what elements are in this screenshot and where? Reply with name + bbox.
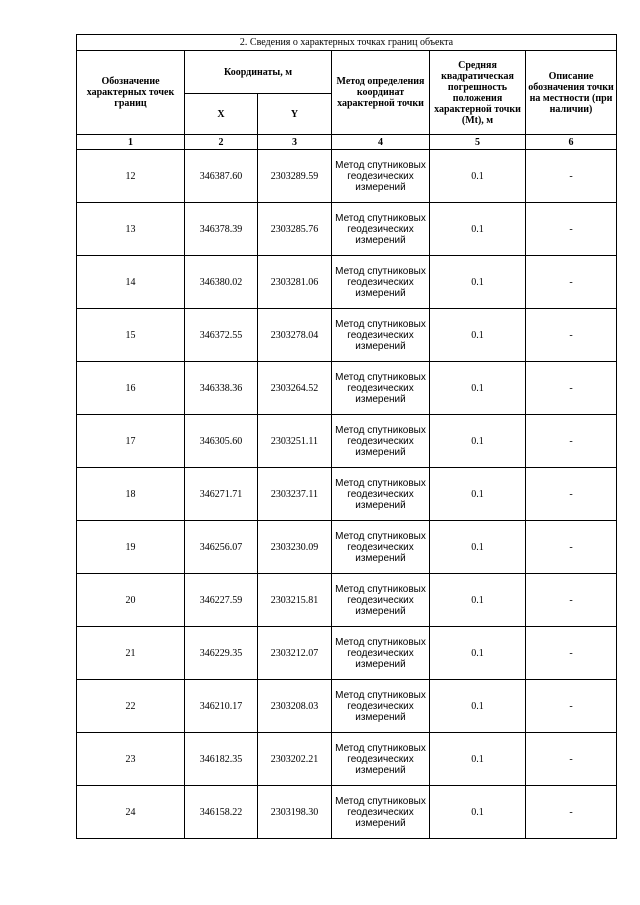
header-accuracy: Средняя квадратическая погрешность положения характерной точки (Mt), м — [430, 51, 526, 135]
y-coordinate-cell: 2303251.11 — [258, 415, 332, 468]
description-cell: - — [526, 733, 617, 786]
column-number: 4 — [332, 135, 430, 150]
point-cell: 14 — [77, 256, 185, 309]
accuracy-cell: 0.1 — [430, 309, 526, 362]
x-coordinate-cell: 346182.35 — [185, 733, 258, 786]
boundary-points-table — [76, 34, 617, 839]
table-row — [77, 203, 617, 256]
point-cell: 17 — [77, 415, 185, 468]
y-coordinate-cell: 2303215.81 — [258, 574, 332, 627]
x-coordinate-cell: 346227.59 — [185, 574, 258, 627]
table-row — [77, 150, 617, 203]
accuracy-cell: 0.1 — [430, 468, 526, 521]
method-cell: Метод спутниковых геодезических измерений — [332, 627, 430, 680]
accuracy-cell: 0.1 — [430, 574, 526, 627]
description-cell: - — [526, 256, 617, 309]
x-coordinate-cell: 346271.71 — [185, 468, 258, 521]
x-coordinate-cell: 346229.35 — [185, 627, 258, 680]
table-row — [77, 786, 617, 839]
description-cell: - — [526, 574, 617, 627]
accuracy-cell: 0.1 — [430, 362, 526, 415]
accuracy-cell: 0.1 — [430, 256, 526, 309]
table-row — [77, 733, 617, 786]
description-cell: - — [526, 415, 617, 468]
point-cell: 19 — [77, 521, 185, 574]
method-cell: Метод спутниковых геодезических измерений — [332, 150, 430, 203]
description-cell: - — [526, 309, 617, 362]
table-row — [77, 680, 617, 733]
description-cell: - — [526, 203, 617, 256]
table-row — [77, 468, 617, 521]
point-cell: 23 — [77, 733, 185, 786]
method-cell: Метод спутниковых геодезических измерений — [332, 574, 430, 627]
y-coordinate-cell: 2303285.76 — [258, 203, 332, 256]
table-body — [77, 150, 617, 839]
y-coordinate-cell: 2303198.30 — [258, 786, 332, 839]
table-row — [77, 574, 617, 627]
y-coordinate-cell: 2303230.09 — [258, 521, 332, 574]
x-coordinate-cell: 346305.60 — [185, 415, 258, 468]
column-number: 3 — [258, 135, 332, 150]
x-coordinate-cell: 346378.39 — [185, 203, 258, 256]
header-description: Описание обозначения точки на местности (при наличии) — [526, 51, 617, 135]
x-coordinate-cell: 346338.36 — [185, 362, 258, 415]
x-coordinate-cell: 346380.02 — [185, 256, 258, 309]
method-cell: Метод спутниковых геодезических измерений — [332, 362, 430, 415]
y-coordinate-cell: 2303208.03 — [258, 680, 332, 733]
method-cell: Метод спутниковых геодезических измерений — [332, 203, 430, 256]
method-cell: Метод спутниковых геодезических измерений — [332, 786, 430, 839]
y-coordinate-cell: 2303289.59 — [258, 150, 332, 203]
description-cell: - — [526, 521, 617, 574]
accuracy-cell: 0.1 — [430, 786, 526, 839]
y-coordinate-cell: 2303281.06 — [258, 256, 332, 309]
method-cell: Метод спутниковых геодезических измерений — [332, 468, 430, 521]
method-cell: Метод спутниковых геодезических измерений — [332, 256, 430, 309]
table-row — [77, 521, 617, 574]
method-cell: Метод спутниковых геодезических измерений — [332, 309, 430, 362]
header-x: X — [185, 94, 258, 135]
section-title: 2. Сведения о характерных точках границ объекта — [77, 35, 617, 51]
point-cell: 15 — [77, 309, 185, 362]
method-cell: Метод спутниковых геодезических измерений — [332, 733, 430, 786]
column-number: 6 — [526, 135, 617, 150]
x-coordinate-cell: 346372.55 — [185, 309, 258, 362]
header-y: Y — [258, 94, 332, 135]
point-cell: 18 — [77, 468, 185, 521]
column-number-row — [77, 135, 617, 150]
header-point: Обозначение характерных точек границ — [77, 51, 185, 135]
accuracy-cell: 0.1 — [430, 415, 526, 468]
description-cell: - — [526, 468, 617, 521]
method-cell: Метод спутниковых геодезических измерений — [332, 521, 430, 574]
method-cell: Метод спутниковых геодезических измерений — [332, 680, 430, 733]
x-coordinate-cell: 346256.07 — [185, 521, 258, 574]
x-coordinate-cell: 346387.60 — [185, 150, 258, 203]
y-coordinate-cell: 2303237.11 — [258, 468, 332, 521]
x-coordinate-cell: 346158.22 — [185, 786, 258, 839]
method-cell: Метод спутниковых геодезических измерений — [332, 415, 430, 468]
accuracy-cell: 0.1 — [430, 521, 526, 574]
y-coordinate-cell: 2303212.07 — [258, 627, 332, 680]
description-cell: - — [526, 150, 617, 203]
table-row — [77, 627, 617, 680]
description-cell: - — [526, 786, 617, 839]
table-row — [77, 256, 617, 309]
accuracy-cell: 0.1 — [430, 733, 526, 786]
header-coordinates: Координаты, м — [185, 51, 332, 94]
point-cell: 16 — [77, 362, 185, 415]
y-coordinate-cell: 2303264.52 — [258, 362, 332, 415]
description-cell: - — [526, 680, 617, 733]
point-cell: 13 — [77, 203, 185, 256]
column-number: 5 — [430, 135, 526, 150]
point-cell: 21 — [77, 627, 185, 680]
table-row — [77, 362, 617, 415]
y-coordinate-cell: 2303278.04 — [258, 309, 332, 362]
y-coordinate-cell: 2303202.21 — [258, 733, 332, 786]
accuracy-cell: 0.1 — [430, 680, 526, 733]
accuracy-cell: 0.1 — [430, 627, 526, 680]
column-number: 2 — [185, 135, 258, 150]
column-number: 1 — [77, 135, 185, 150]
accuracy-cell: 0.1 — [430, 150, 526, 203]
point-cell: 22 — [77, 680, 185, 733]
table-row — [77, 309, 617, 362]
point-cell: 12 — [77, 150, 185, 203]
accuracy-cell: 0.1 — [430, 203, 526, 256]
point-cell: 20 — [77, 574, 185, 627]
description-cell: - — [526, 362, 617, 415]
header-method: Метод определения координат характерной точки — [332, 51, 430, 135]
table-row — [77, 415, 617, 468]
description-cell: - — [526, 627, 617, 680]
point-cell: 24 — [77, 786, 185, 839]
x-coordinate-cell: 346210.17 — [185, 680, 258, 733]
